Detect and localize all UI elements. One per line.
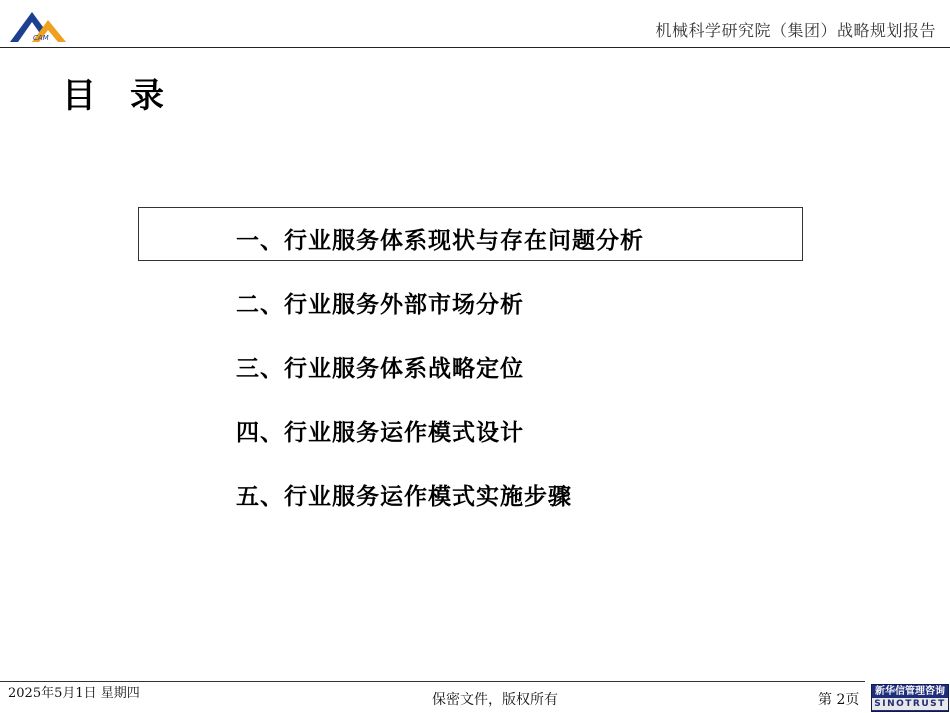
toc-item-4[interactable]: 四、行业服务运作模式设计: [236, 419, 524, 446]
sinotrust-logo: [871, 684, 949, 712]
page-number: 第 2页: [818, 692, 860, 708]
toc-item-3[interactable]: 三、行业服务体系战略定位: [236, 355, 524, 382]
footer-divider: [0, 681, 865, 682]
header-divider: [0, 47, 950, 48]
confidential-notice: 保密文件，版权所有: [432, 692, 558, 708]
report-title: 机械科学研究院（集团）战略规划报告: [655, 21, 936, 40]
page-title: 目录: [62, 76, 198, 116]
camm-logo-icon: [8, 6, 70, 46]
toc-item-2[interactable]: 二、行业服务外部市场分析: [236, 291, 524, 318]
brand-name-en: SINOTRUST: [872, 698, 948, 710]
brand-name-cn: 新华信管理咨询: [875, 686, 945, 697]
toc-item-5[interactable]: 五、行业服务运作模式实施步骤: [236, 483, 572, 510]
footer-date: 2025年5月1日 星期四: [8, 686, 140, 701]
svg-text:CAM: CAM: [33, 34, 49, 42]
toc-item-1[interactable]: 一、行业服务体系现状与存在问题分析: [236, 227, 644, 254]
